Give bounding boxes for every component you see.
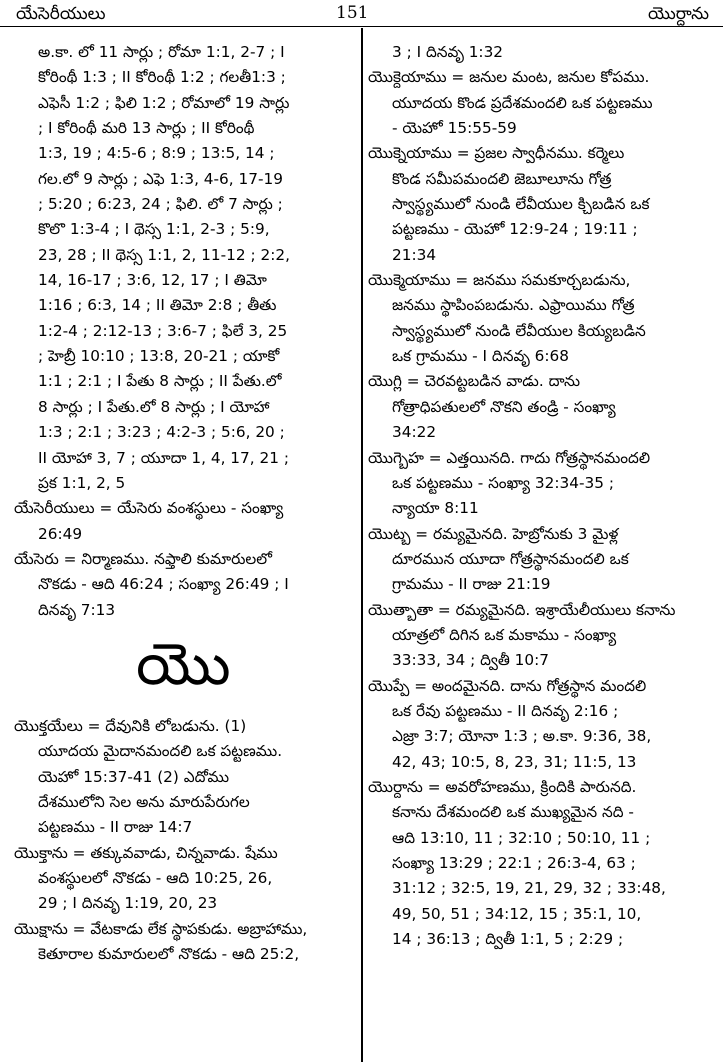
entry-continuation-line: 1:16 ; 6:3, 14 ; II తిమో 2:8 ; తీతు [38, 296, 277, 315]
section-heading [14, 623, 358, 714]
entry-continuation-line: యూదయ మైదానమందలి ఒక పట్టణము. [38, 742, 283, 761]
entry-line: యొక్తయేలు = దేవునికి లోబడును. (1) [14, 716, 247, 735]
entry-line: యొక్మెయాము = జనము సమకూర్చబడును, [368, 271, 631, 290]
entry-continuation-line: పట్టణము - II రాజు 14:7 [38, 818, 193, 837]
left-column [14, 40, 358, 967]
entry-continuation-line: గోత్రాధిపతులలో నొకని తండ్రి - సంఖ్యా [392, 397, 616, 416]
entry-continuation-line: II యోహా 3, 7 ; యూదా 1, 4, 17, 21 ; [38, 448, 289, 467]
entry-continuation-line: ఒక పట్టణము - సంఖ్యా 32:34-35 ; [392, 473, 614, 492]
entry-continuation-line: 49, 50, 51 ; 34:12, 15 ; 35:1, 10, [392, 904, 642, 923]
entry-continuation-line: 1:2-4 ; 2:12-13 ; 3:6-7 ; ఫిలే 3, 25 [38, 321, 288, 340]
entry-continuation-line: దినవృ 7:13 [38, 600, 116, 619]
entry-line: యొప్పే = అందమైనది. దాను గోత్రస్థాన మందలి [368, 676, 647, 695]
entry-continuation-line: నొకడు - ఆది 46:24 ; సంఖ్యా 26:49 ; I [38, 575, 289, 594]
entry-continuation-line: ఎఫెసీ 1:2 ; ఫిలి 1:2 ; రోమాలో 19 సార్లు [38, 93, 290, 112]
entry-line: యేసెరు = నిర్మాణము. నఫ్తాలి కుమారులలో [14, 549, 273, 568]
entry-continuation-line: స్వాస్థ్యములో నుండి లేవీయుల కియ్యబడిన [392, 321, 646, 340]
entry-line: యొగ్బెహ = ఎత్తయినది. గాదు గోత్రస్థానమందలి [368, 448, 651, 467]
entry-line: యొత్బాతా = రమ్యమైనది. ఇశ్రాయేలీయులు కనాను [368, 600, 676, 619]
entry-continuation-line: కొండ సమీపమందలి జెబూలూను గోత్ర [392, 169, 612, 188]
entry-continuation-line: వంశస్థులలో నొకడు - ఆది 10:25, 26, [38, 868, 273, 887]
entry-continuation-line: గల.లో 9 సార్లు ; ఎఫె 1:3, 4-6, 17-19 [38, 169, 283, 188]
entry-continuation-line: జనము స్థాపింపబడును. ఎఫ్రాయిము గోత్ర [392, 296, 635, 315]
entry-continuation-line: ; I కోరింథీ మరి 13 సార్లు ; II కోరింథీ [38, 119, 255, 138]
entry-continuation-line: 1:3, 19 ; 4:5-6 ; 8:9 ; 13:5, 14 ; [38, 144, 275, 163]
entry-continuation-line: ; హెబ్రీ 10:10 ; 13:8, 20-21 ; యాకో [38, 347, 280, 366]
entry-continuation-line: ఎజ్రా 3:7; యోనా 1:3 ; అ.కా. 9:36, 38, [392, 727, 652, 746]
column-divider [361, 28, 363, 1062]
entry-continuation-line: ప్రక 1:1, 2, 5 [38, 473, 126, 492]
entry-line: యొక్తాను = తక్కువవాడు, చిన్నవాడు. షేము [14, 843, 278, 862]
entry-continuation-line: ఒక గ్రామము - I దినవృ 6:68 [392, 347, 569, 366]
entry-continuation-line: న్యాయా 8:11 [392, 499, 479, 518]
entry-continuation-line: కనాను దేశమందలి ఒక ముఖ్యమైన నది - [392, 803, 634, 822]
entry-continuation-line: పట్టణము - యెహో 12:9-24 ; 19:11 ; [392, 220, 638, 239]
entry-continuation-line: ; 5:20 ; 6:23, 24 ; ఫిలి. లో 7 సార్లు ; [38, 195, 283, 214]
running-head-right: యొర్దాను [648, 4, 709, 24]
entry-continuation-line: కోరింథీ 1:3 ; II కోరింథీ 1:2 ; గలతీ1:3 ; [38, 68, 286, 87]
entry-continuation-line: 42, 43; 10:5, 8, 23, 31; 11:5, 13 [392, 752, 637, 771]
entry-line: యొక్నెయాము = ప్రజల స్వాధీనము. కర్మెలు [368, 144, 625, 163]
entry-line: యొగ్లి = చెరవట్టబడిన వాడు. దాను [368, 372, 581, 391]
entry-continuation-line: గ్రామము - II రాజు 21:19 [392, 575, 551, 594]
entry-continuation-line: 34:22 [392, 423, 437, 442]
entry-continuation-line: 26:49 [38, 524, 83, 543]
entry-line: యొక్దెయాము = జనుల మంట, జనుల కోపము. [368, 68, 650, 87]
entry-continuation-line: 29 ; I దినవృ 1:19, 20, 23 [38, 894, 218, 913]
entry-continuation-line: 33:33, 34 ; ద్వితీ 10:7 [392, 651, 550, 670]
entry-continuation-line: 23, 28 ; II థెస్స 1:1, 2, 11-12 ; 2:2, [38, 245, 290, 264]
right-column [368, 40, 710, 952]
left-column-top [14, 40, 358, 623]
entry-continuation-line: 1:3 ; 2:1 ; 3:23 ; 4:2-3 ; 5:6, 20 ; [38, 423, 285, 442]
entry-continuation-line: స్వాస్థ్యములో నుండి లేవీయుల క్చిబడిన ఒక [392, 195, 650, 214]
entry-continuation-line: 14 ; 36:13 ; ద్వితీ 1:1, 5 ; 2:29 ; [392, 930, 624, 949]
page-number: 151 [336, 3, 369, 23]
entry-continuation-line: యూదయ కొండ ప్రదేశమందలి ఒక పట్టణము [392, 93, 653, 112]
entry-continuation-line: - యెహో 15:55-59 [392, 119, 517, 138]
entry-continuation-line: ఆది 13:10, 11 ; 32:10 ; 50:10, 11 ; [392, 828, 651, 847]
entry-continuation-line: సంఖ్యా 13:29 ; 22:1 ; 26:3-4, 63 ; [392, 854, 636, 872]
running-head-left: యేసెరీయులు [16, 4, 106, 24]
entry-line: యేసెరీయులు = యేసెరు వంశస్థులు - సంఖ్యా [14, 499, 284, 518]
entry-continuation-line: ఒక రేవు పట్టణము - II దినవృ 2:16 ; [392, 701, 619, 720]
entry-line: యొక్షాను = వేటకాడు లేక స్థాపకుడు. అబ్రాహాము, [14, 919, 308, 938]
page-header [0, 0, 723, 27]
left-column-bottom [14, 714, 358, 967]
entry-continuation-line: యెహో 15:37-41 (2) ఎదోము [38, 767, 230, 786]
right-column-lines [368, 40, 710, 952]
entry-line: యొట్బ = రమ్యమైనది. హెబ్రోనుకు 3 మైళ్ల [368, 524, 619, 543]
entry-continuation-line: 1:1 ; 2:1 ; I పేతు 8 సార్లు ; II పేతు.లో [38, 372, 282, 391]
entry-continuation-line: 3 ; I దినవృ 1:32 [392, 43, 504, 61]
entry-continuation-line: 14, 16-17 ; 3:6, 12, 17 ; I తిమో [38, 271, 267, 290]
entry-continuation-line: దేశములోని సెల అను మారుపేరుగల [38, 792, 250, 811]
entry-continuation-line: దూరమున యూదా గోత్రస్థానమందలి ఒక [392, 549, 629, 568]
entry-continuation-line: 21:34 [392, 245, 437, 264]
entry-continuation-line: కొలొ 1:3-4 ; I థెస్స 1:1, 2-3 ; 5:9, [38, 220, 270, 239]
entry-continuation-line: 8 సార్లు ; I పేతు.లో 8 సార్లు ; I యోహా [38, 397, 270, 416]
entry-continuation-line: అ.కా. లో 11 సార్లు ; రోమా 1:1, 2-7 ; I [38, 43, 285, 61]
section-heading-letter: యొ [136, 629, 231, 698]
entry-continuation-line: కెతూరాల కుమారులలో నొకడు - ఆది 25:2, [38, 945, 300, 963]
entry-continuation-line: 31:12 ; 32:5, 19, 21, 29, 32 ; 33:48, [392, 879, 666, 898]
entry-continuation-line: యాత్రలో దిగిన ఒక మకాము - సంఖ్యా [392, 625, 617, 644]
entry-line: యొర్దాను = అవరోహణము, క్రిందికి పారునది. [368, 777, 637, 796]
